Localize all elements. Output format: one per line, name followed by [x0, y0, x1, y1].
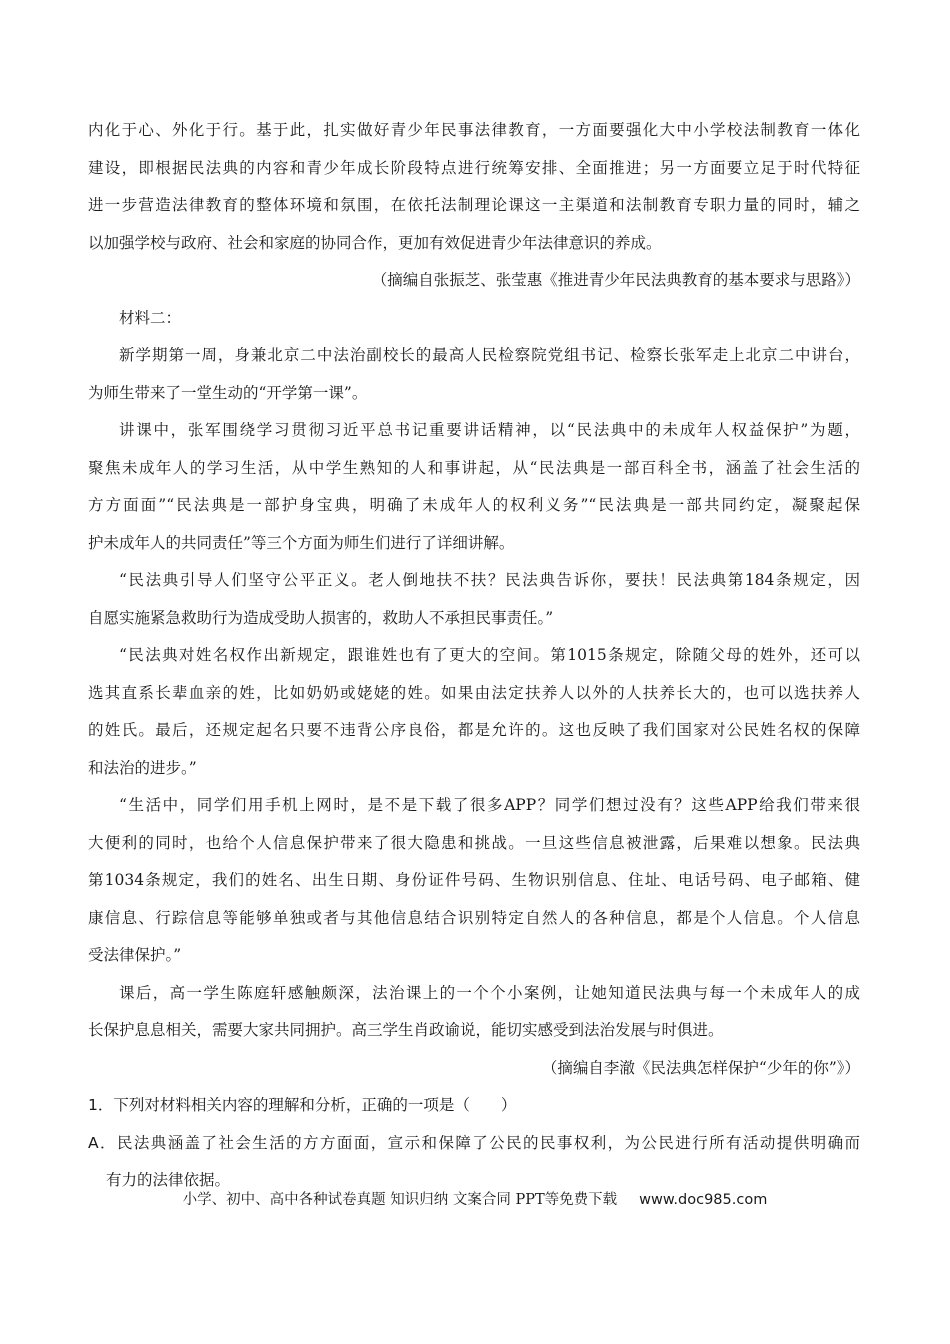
paragraph-first-week [88, 337, 860, 412]
question-stem: 1．下列对材料相关内容的理解和分析，正确的一项是（ ） [88, 1096, 517, 1114]
page-footer [0, 1188, 950, 1209]
paragraph-article-184 [88, 562, 860, 637]
source-citation: （摘编自李澈《民法典怎样保护“少年的你”》） [541, 1058, 860, 1077]
text-line: 选其直系长辈血亲的姓，比如奶奶或姥姥的姓。如果由法定扶养人以外的人扶养长大的，也可以选扶养人 [88, 683, 860, 702]
text-line: “民法典对姓名权作出新规定，跟谁姓也有了更大的空间。第1015条规定，除随父母的姓外，还可以 [119, 646, 860, 664]
source-citation: （摘编自张振芝、张莹惠《推进青少年民法典教育的基本要求与思路》） [371, 271, 860, 289]
text-line: 新学期第一周，身兼北京二中法治副校长的最高人民检察院党组书记、检察长张军走上北京二中讲台， [119, 346, 860, 364]
footer-text: 小学、初中、高中各种试卷真题 知识归纳 文案合同 PPT等免费下载 [182, 1192, 618, 1208]
text-line: 方方面面”“民法典是一部护身宝典，明确了未成年人的权利义务”“民法典是一部共同约定，凝聚起保 [88, 496, 860, 514]
text-line: 讲课中，张军围绕学习贯彻习近平总书记重要讲话精神，以“民法典中的未成年人权益保护”为题， [119, 421, 860, 439]
text-line: 大便利的同时，也给个人信息保护带来了很大隐患和挑战。一旦这些信息被泄露，后果难以想象。民法典 [88, 833, 860, 852]
text-line: 长保护息息相关，需要大家共同拥护。高三学生肖政谕说，能切实感受到法治发展与时俱进。 [88, 1021, 724, 1039]
text-line: 聚焦未成年人的学习生活，从中学生熟知的人和事讲起，从“民法典是一部百科全书，涵盖了社会生活的 [88, 458, 860, 477]
text-line: 和法治的进步。” [88, 758, 197, 777]
paragraph-lecture [88, 412, 860, 562]
paragraph-article-1034 [88, 787, 860, 975]
option-a-line: 有力的法律依据。 [106, 1171, 231, 1189]
material-heading: 材料二： [119, 308, 182, 327]
paragraph-intro [88, 112, 860, 262]
footer-url[interactable]: www.doc985.com [639, 1192, 768, 1208]
text-line: 受法律保护。” [88, 946, 182, 964]
text-line: 第1034条规定，我们的姓名、出生日期、身份证件号码、生物识别信息、住址、电话号码、电子邮箱、健 [88, 871, 860, 889]
text-line: 的姓氏。最后，还规定起名只要不违背公序良俗，都是允许的。这也反映了我们国家对公民姓名权的保障 [88, 721, 860, 739]
text-line: 自愿实施紧急救助行为造成受助人损害的，救助人不承担民事责任。” [88, 608, 554, 627]
text-line: “生活中，同学们用手机上网时，是不是下载了很多APP？同学们想过没有？这些APP给我们带来很 [119, 796, 860, 814]
option-a-line: A．民法典涵盖了社会生活的方方面面，宣示和保障了公民的民事权利，为公民进行所有活动提供明确而 [88, 1133, 860, 1152]
text-line: 课后，高一学生陈庭轩感触颇深，法治课上的一个个小案例，让她知道民法典与每一个未成年人的成 [119, 983, 860, 1002]
paragraph-article-1015 [88, 637, 860, 787]
text-line: 为师生带来了一堂生动的“开学第一课”。 [88, 383, 368, 402]
text-line: 内化于心、外化于行。基于此，扎实做好青少年民事法律教育，一方面要强化大中小学校法制教育一体化 [88, 121, 860, 139]
text-line: 以加强学校与政府、社会和家庭的协同合作，更加有效促进青少年法律意识的养成。 [88, 233, 662, 252]
text-line: 进一步营造法律教育的整体环境和氛围，在依托法制理论课这一主渠道和法制教育专职力量的同时，辅之 [88, 196, 860, 214]
text-line: “民法典引导人们坚守公平正义。老人倒地扶不扶？民法典告诉你，要扶！民法典第184条规定，因 [119, 571, 860, 589]
text-line: 康信息、行踪信息等能够单独或者与其他信息结合识别特定自然人的各种信息，都是个人信息。个人信息 [88, 908, 860, 927]
document-page [88, 112, 860, 1200]
text-line: 护未成年人的共同责任”等三个方面为师生们进行了详细讲解。 [88, 533, 515, 552]
paragraph-after-class [88, 975, 860, 1050]
text-line: 建设，即根据民法典的内容和青少年成长阶段特点进行统筹安排、全面推进；另一方面要立足于时代特征 [88, 158, 860, 177]
